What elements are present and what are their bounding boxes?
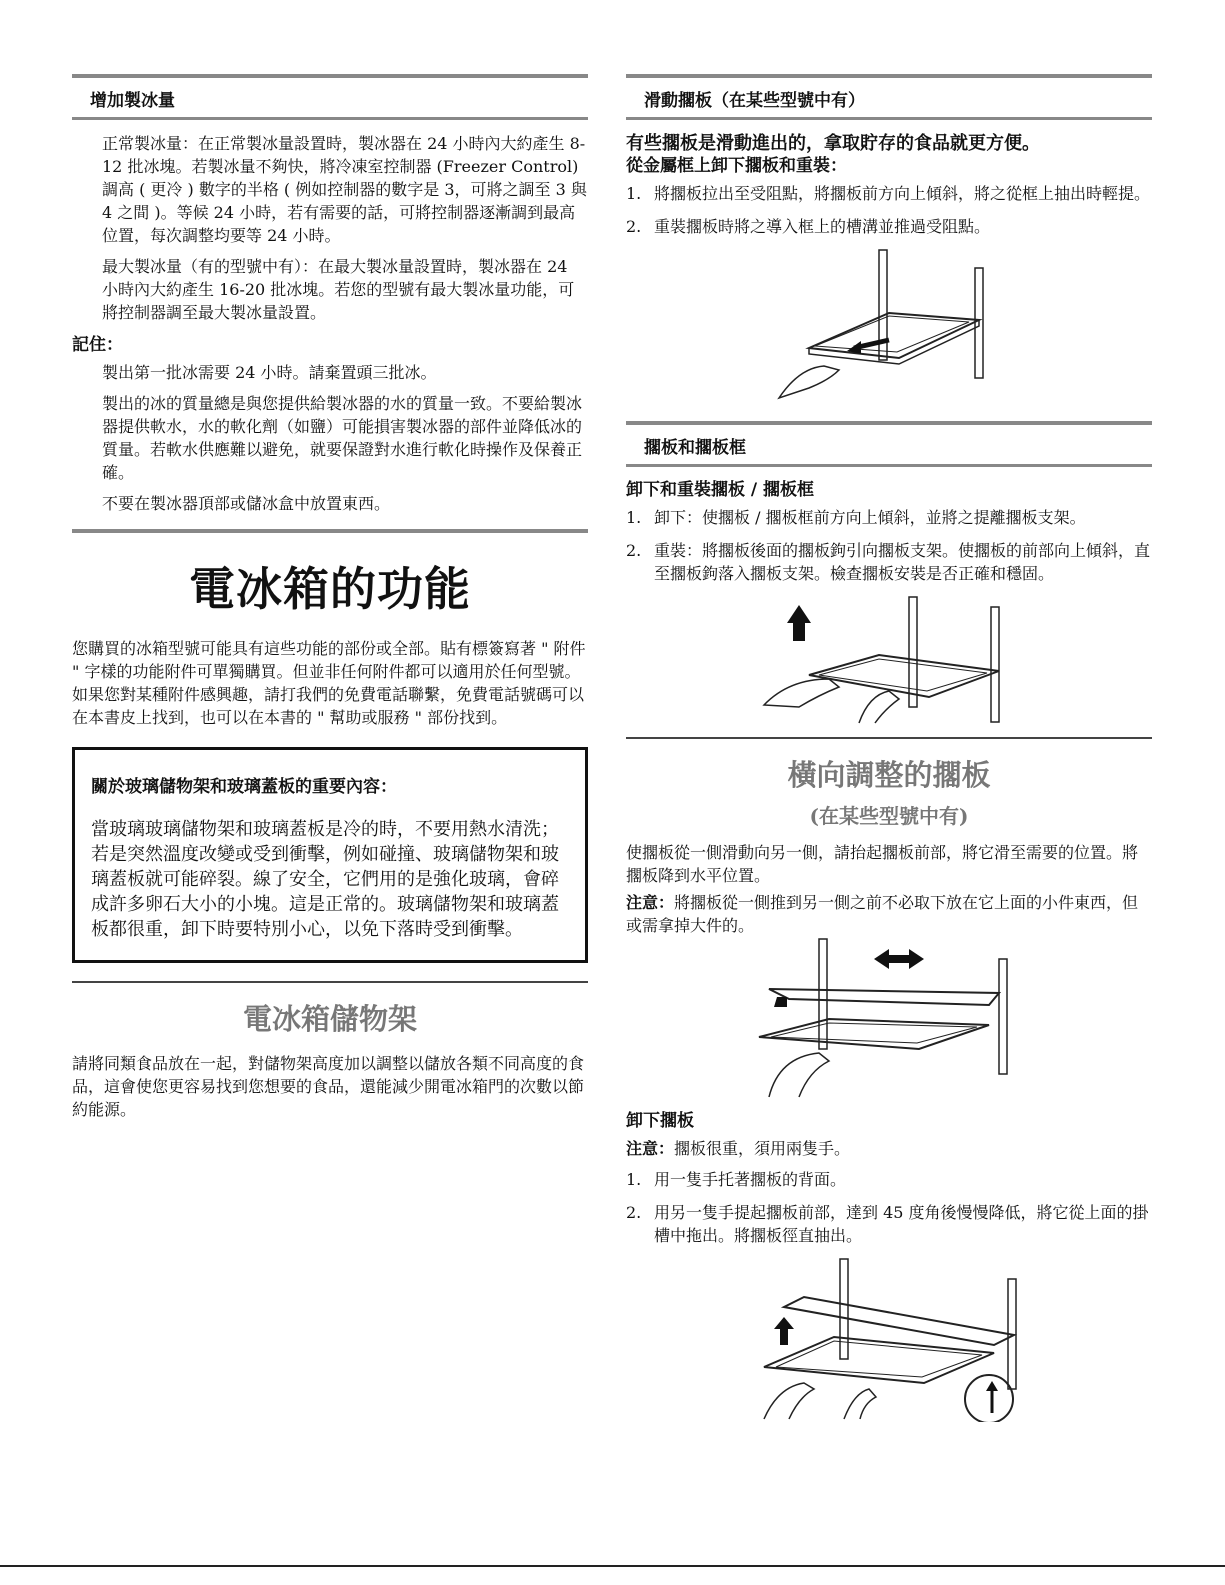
list-item: 2. 重裝：將擱板後面的擱板鉤引向擱板支架。使擱板的前部向上傾斜，直至擱板鉤落入擱板支架。檢查擱板安裝是否正確和穩固。 <box>626 541 1151 583</box>
left-column <box>72 0 588 1121</box>
list-item: 1. 用一隻手托著擱板的背面。 <box>626 1170 847 1189</box>
list-item: 2. 重裝擱板時將之導入框上的槽溝並推過受阻點。 <box>626 217 991 236</box>
features-title: 電冰箱的功能 <box>189 562 471 616</box>
list-item: 1. 將擱板拉出至受阻點，將擱板前方向上傾斜，將之從框上抽出時輕提。 <box>626 184 1151 203</box>
section-title-sliding: 滑動擱板（在某些型號中有） <box>626 78 1152 120</box>
right-column <box>626 0 1152 1422</box>
list-item: 1. 卸下：使擱板 / 擱板框前方向上傾斜，並將之提離擱板支架。 <box>626 508 1086 527</box>
sliding-shelf-illustration <box>769 248 1009 413</box>
lateral-note: 注意：將擱板從一側推到另一側之前不必取下放在它上面的小件東西，但或需拿掉大件的。 <box>626 893 1139 935</box>
remove-note: 注意：擱板很重，須用兩隻手。 <box>626 1139 851 1158</box>
frames-sub: 卸下和重裝擱板 / 擱板框 <box>626 480 815 500</box>
list-item: 2. 用另一隻手提起擱板前部，達到 45 度角後慢慢降低，將它從上面的掛槽中拖出。將擱板徑直抽出。 <box>626 1203 1149 1245</box>
remove-shelf-illustration <box>744 1257 1034 1422</box>
lateral-text: 使擱板從一側滑動向另一側，請抬起擱板前部，將它滑至需要的位置。將擱板降到水平位置。 <box>626 843 1139 885</box>
section-rule <box>626 737 1152 739</box>
remember-item: 製出的冰的質量總是與您提供給製冰器的水的質量一致。不要給製冰器提供軟水，水的軟化劑（如鹽）可能損害製冰器的部件並降低冰的質量。若軟水供應難以避免，就要保證對水進行軟化時操作及保養正確。 <box>102 394 583 482</box>
shelves-title: 電冰箱儲物架 <box>242 1002 417 1036</box>
section-title-frames: 擱板和擱板框 <box>626 425 1152 467</box>
max-ice-paragraph: 最大製冰量（有的型號中有）：在最大製冰量設置時，製冰器在 24 小時內大約產生 16-20 批冰塊。若您的型號有最大製冰量功能，可將控制器調至最大製冰量設置。 <box>102 257 575 322</box>
glass-warning-text: 當玻璃玻璃儲物架和玻璃蓋板是冷的時，不要用熱水清洗；若是突然溫度改變或受到衝擊，例如碰撞、玻璃儲物架和玻璃蓋板就可能碎裂。線了安全，它們用的是強化玻璃，會碎成許多卵石大小的小塊。這是正常的。玻璃儲物架和玻璃蓋板都很重，卸下時要特別小心，以免下落時受到衝擊。 <box>91 819 559 940</box>
glass-warning-box <box>72 747 588 963</box>
glass-warning-title: 關於玻璃儲物架和玻璃蓋板的重要內容： <box>91 777 397 797</box>
normal-ice-paragraph: 正常製冰量：在正常製冰量設置時，製冰器在 24 小時內大約產生 8-12 批冰塊。若製冰量不夠快，將冷凍室控制器 (Freezer Control) 調高 ( 更冷 ) 數字的半格 ( 例如控制器的數字是 3，可將之調至 3 與 4 之間 )。等候 24 小時，若有需要的話，可將控制器逐漸調到最高位置，每次調整均要等 24 小時。 <box>102 134 587 245</box>
section-rule <box>72 529 588 533</box>
lateral-shelf-illustration <box>749 937 1029 1102</box>
remember-item: 不要在製冰器頂部或儲冰盒中放置東西。 <box>102 494 391 513</box>
shelves-text: 請將同類食品放在一起，對儲物架高度加以調整以儲放各類不同高度的食品，這會使您更容易找到您想要的食品，還能減少開電冰箱門的次數以節約能源。 <box>72 1054 585 1119</box>
remember-label: 記住： <box>72 335 123 355</box>
remember-item: 製出第一批冰需要 24 小時。請棄置頭三批冰。 <box>102 363 437 382</box>
sliding-sub: 從金屬框上卸下擱板和重裝： <box>626 156 847 176</box>
sliding-lead: 有些擱板是滑動進出的，拿取貯存的食品就更方便。 <box>626 133 1040 154</box>
lateral-subtitle: (在某些型號中有) <box>809 804 969 828</box>
remove-sub: 卸下擱板 <box>626 1111 694 1131</box>
lateral-title: 橫向調整的擱板 <box>787 758 991 792</box>
shelf-frame-illustration <box>759 595 1019 725</box>
features-intro: 您購買的冰箱型號可能具有這些功能的部份或全部。貼有標簽寫著 " 附件 " 字樣的功能附件可單獨購買。但並非任何附件都可以適用於任何型號。如果您對某種附件感興趣，請打我們的免費電話聯繫，免費電話號碼可以在本書皮上找到，也可以在本書的 " 幫助或服務 " 部份找到。 <box>72 639 586 727</box>
section-rule <box>72 981 588 983</box>
section-title-ice: 增加製冰量 <box>72 78 588 120</box>
page-bottom-rule <box>0 1565 1225 1567</box>
